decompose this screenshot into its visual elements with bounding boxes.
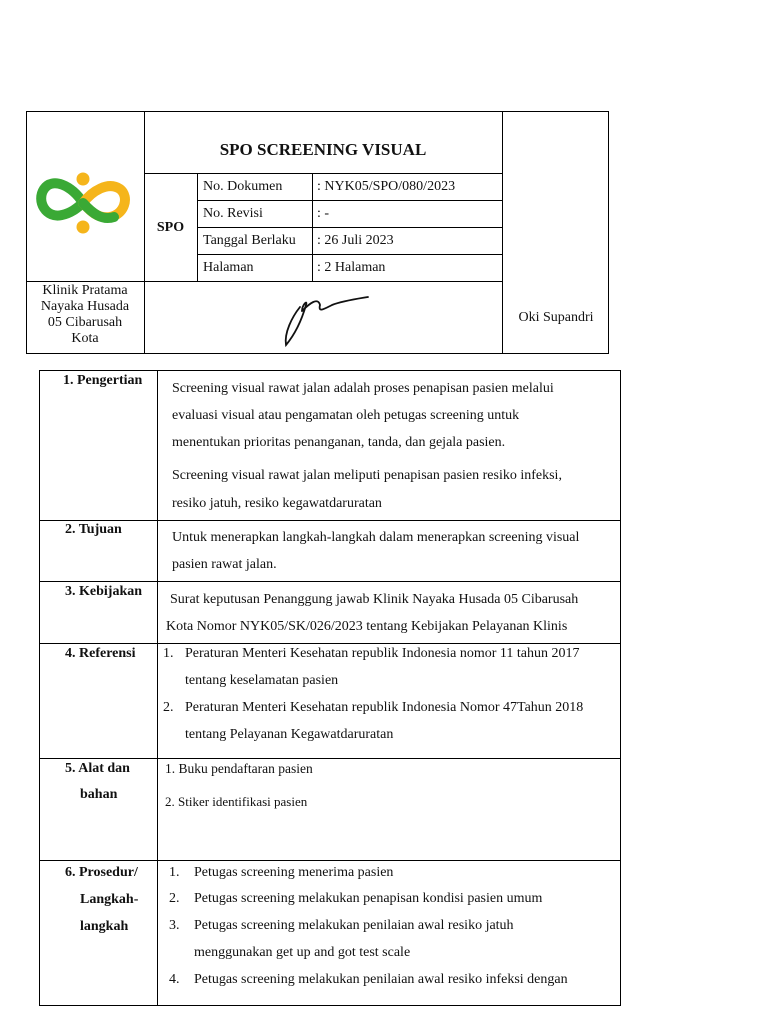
- alat-item: 1. Buku pendaftaran pasien: [165, 761, 313, 776]
- referensi-text: Peraturan Menteri Kesehatan republik Indonesia Nomor 47Tahun 2018: [185, 700, 584, 715]
- row-label-line: langkah: [80, 919, 129, 934]
- kebijakan-line: Surat keputusan Penanggung jawab Klinik Nayaka Husada 05 Cibarusah: [170, 592, 579, 607]
- clinic-name-line: Kota: [71, 331, 99, 346]
- clinic-name-line: 05 Cibarusah: [47, 315, 123, 330]
- row-label-pengertian: 1. Pengertian: [63, 373, 143, 388]
- pengertian-line: Screening visual rawat jalan adalah proses penapisan pasien melalui: [172, 381, 554, 396]
- prosedur-item: [169, 912, 514, 939]
- prosedur-text: Petugas screening menerima pasien: [194, 865, 394, 880]
- list-number: 4.: [169, 972, 180, 987]
- row-label-referensi: 4. Referensi: [65, 646, 136, 661]
- pengertian-line: Screening visual rawat jalan meliputi penapisan pasien resiko infeksi,: [172, 468, 562, 483]
- meta-value-revision: : -: [317, 206, 330, 221]
- list-number: 1.: [163, 646, 174, 661]
- clinic-name: [26, 283, 144, 347]
- row-label-line: 6. Prosedur/: [65, 865, 138, 880]
- document-title: SPO SCREENING VISUAL: [219, 140, 427, 159]
- meta-value-pages: : 2 Halaman: [317, 260, 386, 275]
- document-header: [26, 111, 609, 354]
- kebijakan-line: Kota Nomor NYK05/SK/026/2023 tentang Kebijakan Pelayanan Klinis: [166, 619, 568, 634]
- meta-value-effective-date: : 26 Juli 2023: [317, 233, 394, 248]
- list-number: 3.: [169, 918, 180, 933]
- clinic-logo: [32, 167, 134, 237]
- list-number: 2.: [169, 891, 180, 906]
- prosedur-text: Petugas screening melakukan penilaian awal resiko jatuh: [194, 918, 514, 933]
- referensi-text: Peraturan Menteri Kesehatan republik Indonesia nomor 11 tahun 2017: [185, 646, 580, 661]
- row-label-alat: [65, 755, 130, 808]
- tujuan-line: Untuk menerapkan langkah-langkah dalam menerapkan screening visual: [172, 530, 580, 545]
- spo-label: SPO: [156, 220, 185, 235]
- prosedur-item: [169, 885, 542, 912]
- prosedur-text: Petugas screening melakukan penapisan kondisi pasien umum: [194, 891, 543, 906]
- referensi-item: [163, 694, 583, 721]
- signature-image: [262, 283, 382, 351]
- referensi-item: [163, 640, 579, 667]
- row-label-line: Langkah-: [80, 892, 139, 907]
- meta-key-effective-date: Tanggal Berlaku: [203, 233, 296, 248]
- meta-value-document-number: : NYK05/SPO/080/2023: [317, 179, 456, 194]
- row-label-prosedur: [65, 859, 138, 940]
- meta-key-pages: Halaman: [203, 260, 254, 275]
- alat-item: 2. Stiker identifikasi pasien: [165, 794, 308, 809]
- signer-name: Oki Supandri: [518, 310, 594, 325]
- meta-key-revision: No. Revisi: [203, 206, 263, 221]
- referensi-item-cont: tentang keselamatan pasien: [185, 673, 339, 688]
- clinic-name-line: Klinik Pratama: [42, 283, 128, 298]
- prosedur-item: [169, 966, 568, 993]
- tujuan-line: pasien rawat jalan.: [172, 557, 277, 572]
- row-label-line: 5. Alat dan: [65, 761, 130, 776]
- clinic-name-line: Nayaka Husada: [40, 299, 130, 314]
- pengertian-line: resiko jatuh, resiko kegawatdaruratan: [172, 496, 382, 511]
- row-label-tujuan: 2. Tujuan: [65, 522, 122, 537]
- prosedur-text: Petugas screening melakukan penilaian awal resiko infeksi dengan: [194, 972, 568, 987]
- row-label-kebijakan: 3. Kebijakan: [65, 584, 143, 599]
- pengertian-line: menentukan prioritas penanganan, tanda, dan gejala pasien.: [172, 435, 506, 450]
- list-number: 2.: [163, 700, 174, 715]
- prosedur-item: [169, 859, 393, 886]
- referensi-item-cont: tentang Pelayanan Kegawatdaruratan: [185, 727, 394, 742]
- meta-key-document-number: No. Dokumen: [203, 179, 283, 194]
- pengertian-line: evaluasi visual atau pengamatan oleh petugas screening untuk: [172, 408, 520, 423]
- row-label-line: bahan: [80, 787, 118, 802]
- prosedur-item-cont: menggunakan get up and got test scale: [194, 945, 411, 960]
- list-number: 1.: [169, 865, 180, 880]
- procedure-table: [39, 370, 621, 1006]
